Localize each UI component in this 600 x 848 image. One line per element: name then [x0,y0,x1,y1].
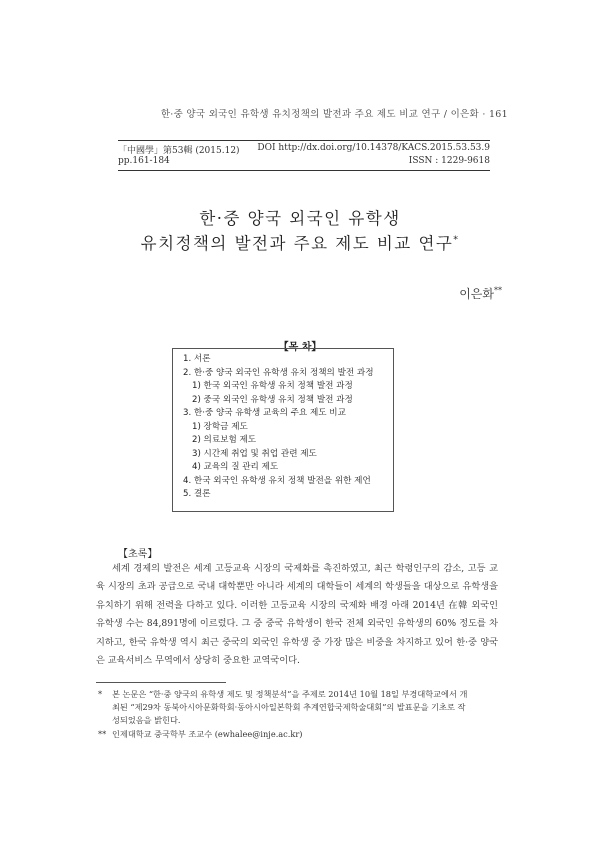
footnote-1-mark: * [98,689,103,699]
footnote-1-line-1: * 본 논문은 “한·중 양국의 유학생 제도 및 정책분석”을 주제로 2014년 10월 18일 부경대학교에서 개 [98,689,468,699]
footnote-2-line-1: ** 인제대학교 중국학부 조교수 (ewhalee@inje.ac.kr) [98,729,303,739]
toc-item: 3) 시간제 취업 및 취업 관련 제도 [192,448,317,459]
running-header: 한·중 양국 외국인 유학생 유치정책의 발전과 주요 제도 비교 연구 / 이은화 · 161 [160,109,508,120]
footnote-2 [98,728,498,741]
doi: DOI http://dx.doi.org/10.14378/KACS.2015.53.53.9 [257,143,490,153]
abstract-text: 세계 경제의 발전은 세계 고등교육 시장의 국제화를 촉진하였고, 최근 학령인구의 감소, 고등 교육 시장의 초과 공급으로 국내 대학뿐만 아니라 세계의 대학들이 세계의 학생들을 대상으로 유학생을 유치하기 위해 전력을 다하고 있다. 이러한 고등교육 시장의 국제화 배경 아래 2014년 在韓 외국인 유학생 수는 84,891명에 이르렀다. 그 중 중국 유학생이 한국 전체 외국인 유학생의 60% 정도를 차지하고, 한국 유학생 역시 최근 중국의 외국인 유학생 중 가장 많은 비중을 차지하고 있어 한·중 양국은 교육서비스 무역에서 상당히 중요한 교역국이다. [96,563,498,667]
footnote-2-mark: ** [98,729,107,739]
title-line-1: 한·중 양국 외국인 유학생 [199,209,401,228]
author [459,285,502,302]
journal-pages: pp.161-184 [118,156,170,166]
toc-item: 5. 결론 [183,489,211,499]
header-rule-top [118,140,490,141]
author-name: 이은화 [459,287,494,301]
toc-item: 2) 의료보험 제도 [192,435,257,445]
toc-item: 3. 한·중 양국 유학생 교육의 주요 제도 비교 [183,408,346,418]
footnote-1-line-2: 최된 “제29차 동북아시아문화학회·동아시아일본학회 추계연합국제학술대회”의 발표문을 기초로 작 [112,702,466,712]
toc-item: 1) 장학금 제도 [192,421,248,432]
toc-item: 1. 서론 [183,354,211,364]
footnote-1 [98,688,498,727]
title-line-2-text: 유치정책의 발전과 주요 제도 비교 연구 [140,234,454,253]
header-rule-bottom [118,170,490,171]
table-of-contents [172,348,394,512]
toc-list [183,353,374,502]
footnote-1-line-3: 성되었음을 밝힌다. [112,715,181,725]
toc-item: 2. 한·중 양국 외국인 유학생 유치 정책의 발전 과정 [183,367,374,378]
title-footnote-mark: * [453,235,460,246]
issn: ISSN : 1229-9618 [408,156,490,166]
toc-item: 4. 한국 외국인 유학생 유치 정책 발전을 위한 제언 [183,475,371,486]
abstract-label: 【초록】 [118,549,158,560]
author-footnote-mark: ** [494,286,502,295]
footnote-rule [96,682,226,683]
journal-issue: 「中國學」第53輯 (2015.12) [118,146,240,156]
title-line-2 [0,230,600,254]
toc-label: 【목 차】 [278,342,322,353]
toc-item: 2) 중국 외국인 유학생 유치 정책 발전 과정 [192,394,353,405]
toc-item: 4) 교육의 질 관리 제도 [192,462,279,472]
toc-item: 1) 한국 외국인 유학생 유치 정책 발전 과정 [192,381,353,391]
